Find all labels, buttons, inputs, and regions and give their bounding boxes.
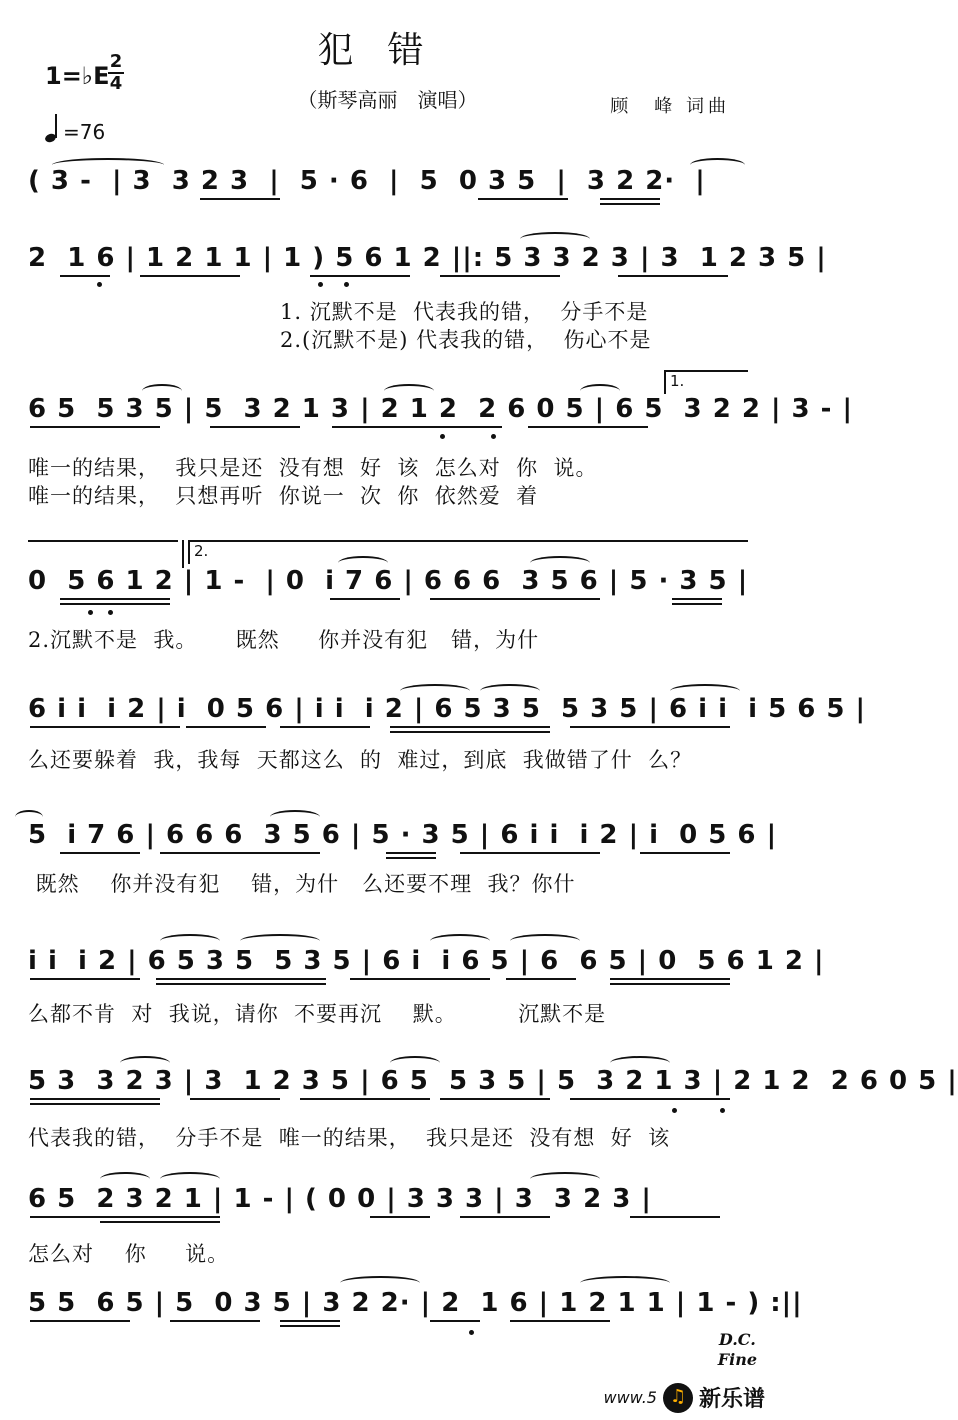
lyric-row-9: 怎么对 你 说。 [28, 1242, 230, 1266]
tie [390, 1056, 440, 1070]
watermark [603, 1382, 765, 1413]
low-octave-dot [440, 434, 445, 439]
beam [60, 603, 170, 605]
low-octave-dot [344, 282, 349, 287]
score-row-8-notes: 5 3 3 2 3 | 3 1 2 3 5 | 6 5 5 3 5 | 5 3 2 1 3 | 2 1 2 2 6 0 5 | [28, 1066, 958, 1096]
beam [528, 426, 648, 428]
tie [270, 810, 320, 824]
beam [60, 852, 140, 854]
lyric-row-8: 代表我的错， 分手不是 唯一的结果， 我只是还 没有想 好 该 [28, 1126, 671, 1150]
beam [440, 275, 560, 277]
low-octave-dot [672, 1108, 677, 1113]
dc-label: D.C. [718, 1330, 756, 1349]
beam [30, 726, 180, 728]
low-octave-dot [88, 610, 93, 615]
beam [386, 852, 436, 854]
song-title: 犯错 [317, 30, 458, 71]
beam [156, 978, 326, 980]
score-row-2-notes: 2 1 6 | 1 2 1 1 | 1 ) 5 6 1 2 ||: 5 3 3 2 3 | 3 1 2 3 5 | [28, 243, 827, 273]
beam [300, 1098, 430, 1100]
tie [580, 384, 620, 398]
score-row-9-notes: 6 5 2 3 2 1 | 1 - | ( 0 0 | 3 3 3 | 3 3 2 3 | [28, 1184, 652, 1214]
beam [610, 983, 730, 985]
tie [530, 1172, 600, 1186]
lyric-row-3-verse-1: 唯一的结果， 我只是还 没有想 好 该 怎么对 你 说。 [28, 456, 598, 480]
beam [610, 978, 730, 980]
volta-second-ending [188, 540, 748, 564]
volta-second-label: 2. [194, 542, 209, 560]
beam [390, 731, 550, 733]
meter-top: 2 [109, 51, 123, 72]
beam [570, 1098, 730, 1100]
beam [60, 275, 110, 277]
quarter-note-icon [45, 114, 61, 144]
tie [520, 232, 590, 246]
beam [170, 1320, 260, 1322]
beam [332, 426, 502, 428]
beam [672, 598, 722, 600]
beam [600, 198, 660, 200]
tie [142, 384, 182, 398]
beam [140, 275, 240, 277]
beam [30, 1098, 160, 1100]
dc-fine-marking [718, 1330, 757, 1370]
volta-first-extension [28, 540, 178, 542]
tie [384, 384, 434, 398]
tie [480, 684, 540, 698]
beam [440, 1098, 550, 1100]
tie [120, 1056, 170, 1070]
tie [52, 158, 164, 172]
performer-subtitle: （斯琴高丽 演唱） [297, 88, 478, 112]
beam [30, 1216, 220, 1218]
tie [670, 684, 740, 698]
beam [672, 603, 722, 605]
tie [340, 1276, 420, 1290]
tie [400, 684, 470, 698]
score-row-10-notes: 5 5 6 5 | 5 0 3 5 | 3 2 2· | 2 1 6 | 1 2 1 1 | 1 - ) :|| [28, 1288, 803, 1318]
beam [478, 198, 568, 200]
beam [210, 426, 300, 428]
beam [460, 1216, 550, 1218]
composer-credit: 顾 峰 词曲 [610, 96, 730, 117]
beam [618, 275, 728, 277]
tie [15, 810, 43, 824]
beam [30, 426, 160, 428]
beam [370, 1216, 430, 1218]
score-row-1-notes: ( 3 - | 3 3 2 3 | 5 · 6 | 5 0 3 5 | 3 2 2· | [28, 166, 706, 196]
beam [280, 726, 370, 728]
tempo-value: =76 [63, 120, 106, 144]
beam [60, 598, 170, 600]
tie [530, 556, 590, 570]
score-row-6-notes: 5 i 7 6 | 6 6 6 3 5 6 | 5 · 3 5 | 6 i i i 2 | i 0 5 6 | [28, 820, 778, 850]
beam [460, 852, 600, 854]
beam [330, 598, 400, 600]
tie [160, 934, 220, 948]
beam [30, 1103, 160, 1105]
beam [100, 1221, 220, 1223]
lyric-row-3-verse-2: 唯一的结果， 只想再听 你说一 次 你 依然爱 着 [28, 484, 539, 508]
beam [510, 1320, 610, 1322]
beam [190, 1098, 280, 1100]
tie [160, 1172, 220, 1186]
lyric-row-2-verse-2: 2.(沉默不是) 代表我的错， 伤心不是 [280, 328, 652, 352]
lyric-row-4: 2.沉默不是 我。 既然 你并没有犯 错，为什 [28, 628, 540, 652]
beam [156, 983, 326, 985]
beam [30, 1320, 130, 1322]
beam [600, 203, 660, 205]
tie [580, 1276, 670, 1290]
low-octave-dot [318, 282, 323, 287]
tie [100, 1172, 150, 1186]
beam [280, 1325, 340, 1327]
key-signature: 1=♭E [45, 62, 110, 90]
score-row-5-notes: 6 i i i 2 | i 0 5 6 | i i i 2 | 6 5 3 5 5 3 5 | 6 i i i 5 6 5 | [28, 694, 867, 724]
watermark-url: www.5 [603, 1388, 657, 1407]
low-octave-dot [469, 1330, 474, 1335]
beam [430, 1320, 480, 1322]
beam [570, 726, 730, 728]
tie [338, 556, 388, 570]
beam [350, 978, 490, 980]
lyric-row-6: 既然 你并没有犯 错，为什 么还要不理 我？你什 [28, 872, 576, 896]
meter-bottom: 4 [109, 73, 123, 94]
lyric-row-2-verse-1: 1. 沉默不是 代表我的错， 分手不是 [280, 300, 649, 324]
beam [506, 978, 576, 980]
watermark-site-name: 新乐谱 [698, 1387, 765, 1412]
tie [240, 934, 320, 948]
tie [510, 934, 580, 948]
beam [160, 852, 320, 854]
volta-first-label: 1. [670, 372, 685, 390]
low-octave-dot [491, 434, 496, 439]
tie [610, 1056, 670, 1070]
tie [690, 158, 745, 172]
beam [200, 198, 280, 200]
tempo-marking [45, 114, 105, 144]
low-octave-dot [108, 610, 113, 615]
score-row-4-notes: 0 5 6 1 2 | 1 - | 0 i 7 6 | 6 6 6 3 5 6 | 5 · 3 5 | [28, 566, 749, 596]
music-note-logo-icon [663, 1383, 693, 1413]
score-row-3-notes: 6 5 5 3 5 | 5 3 2 1 3 | 2 1 2 2 6 0 5 | 6 5 3 2 2 | 3 - | [28, 394, 854, 424]
beam [430, 598, 600, 600]
low-octave-dot [720, 1108, 725, 1113]
volta-first-ending [664, 370, 748, 394]
lyric-row-5: 么还要躲着 我，我每 天都这么 的 难过，到底 我做错了什 么？ [28, 748, 693, 772]
beam [280, 1320, 340, 1322]
beam [186, 726, 266, 728]
lyric-row-7: 么都不肯 对 我说，请你 不要再沉 默。 沉默不是 [28, 1002, 607, 1026]
beam [310, 275, 410, 277]
time-signature [108, 52, 124, 94]
tie [430, 934, 490, 948]
beam [630, 1216, 720, 1218]
beam [386, 857, 436, 859]
low-octave-dot [97, 282, 102, 287]
double-bar [182, 540, 184, 568]
score-row-7-notes: i i i 2 | 6 5 3 5 5 3 5 | 6 i i 6 5 | 6 6 5 | 0 5 6 1 2 | [28, 946, 825, 976]
beam [30, 978, 140, 980]
fine-label: Fine [717, 1350, 757, 1369]
beam [640, 852, 730, 854]
beam [390, 726, 550, 728]
